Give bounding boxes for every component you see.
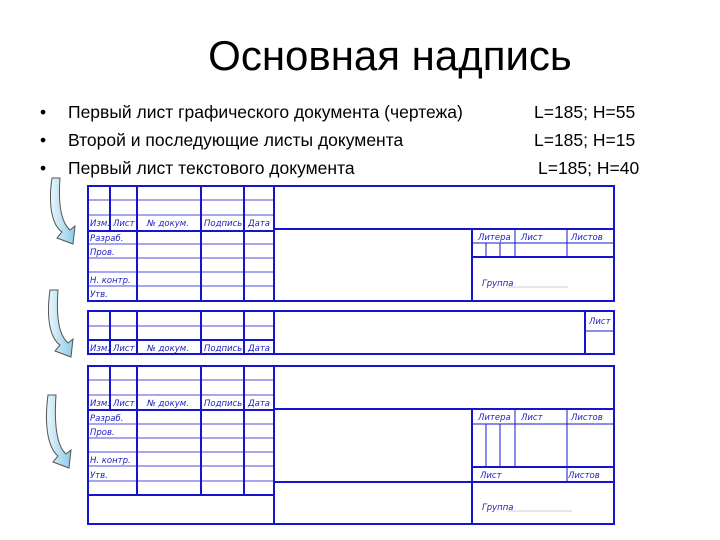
- bullet-text: Первый лист текстового документа: [68, 158, 355, 178]
- stamp-header-cell: Изм.: [90, 399, 110, 409]
- stamp-header-cell: № докум.: [147, 399, 189, 409]
- stamp-row-label: Пров.: [90, 428, 115, 438]
- title-block-first-sheet: [88, 186, 614, 301]
- title-block-subsequent-sheets: [88, 311, 614, 354]
- stamp-right-label: Литера: [478, 413, 511, 423]
- curved-arrow-icon: [50, 178, 75, 244]
- bullet-dims: L=185; H=55: [534, 102, 636, 122]
- stamp-header-cell: Подпись: [204, 344, 243, 354]
- stamp-row-label: Утв.: [90, 290, 108, 300]
- stamp-header-cell: Изм.: [90, 219, 110, 229]
- curved-arrow-icon: [48, 290, 73, 357]
- bullet-dims: L=185; H=15: [534, 130, 636, 150]
- stamp-row-label: Пров.: [90, 248, 115, 258]
- stamp-header-cell: Лист: [113, 219, 135, 229]
- stamp-right-label: Листов: [568, 471, 600, 481]
- title-block-text-document: [88, 366, 614, 524]
- slide-title: Основная надпись: [208, 32, 572, 79]
- stamp-row-label: Утв.: [90, 471, 108, 481]
- stamp-row-label: Разраб.: [90, 414, 124, 424]
- stamp-header-cell: Подпись: [204, 399, 243, 409]
- stamp-sheet-label: Лист: [589, 317, 611, 327]
- bullet-icon: •: [40, 158, 47, 178]
- stamp-header-cell: № докум.: [147, 219, 189, 229]
- stamp-right-label: Лист: [521, 233, 543, 243]
- stamp-header-cell: Лист: [113, 399, 135, 409]
- stamp-right-label: Листов: [571, 413, 603, 423]
- stamp-row-label: Разраб.: [90, 234, 124, 244]
- stamp-right-label: Лист: [521, 413, 543, 423]
- bullet-icon: •: [40, 130, 47, 150]
- stamp-header-cell: Дата: [248, 344, 271, 354]
- stamp-right-label: Лист: [480, 471, 502, 481]
- bullet-icon: •: [40, 102, 47, 122]
- stamp-row-label: Н. контр.: [90, 276, 131, 286]
- stamp-header-cell: № докум.: [147, 344, 189, 354]
- stamp-header-cell: Лист: [113, 344, 135, 354]
- stamp-group-label: Группа: [482, 279, 514, 289]
- stamp-header-cell: Подпись: [204, 219, 243, 229]
- bullet-dims: L=185; H=40: [538, 158, 640, 178]
- stamp-header-cell: Изм.: [90, 344, 110, 354]
- stamp-header-cell: Дата: [248, 219, 271, 229]
- curved-arrow-icon: [46, 395, 71, 468]
- stamp-row-label: Н. контр.: [90, 456, 131, 466]
- stamp-right-label: Листов: [571, 233, 603, 243]
- stamp-right-label: Литера: [478, 233, 511, 243]
- bullet-text: Второй и последующие листы документа: [68, 130, 404, 150]
- stamp-header-cell: Дата: [248, 399, 271, 409]
- bullet-text: Первый лист графического документа (чертежа): [68, 102, 463, 122]
- stamp-group-label: Группа: [482, 503, 514, 513]
